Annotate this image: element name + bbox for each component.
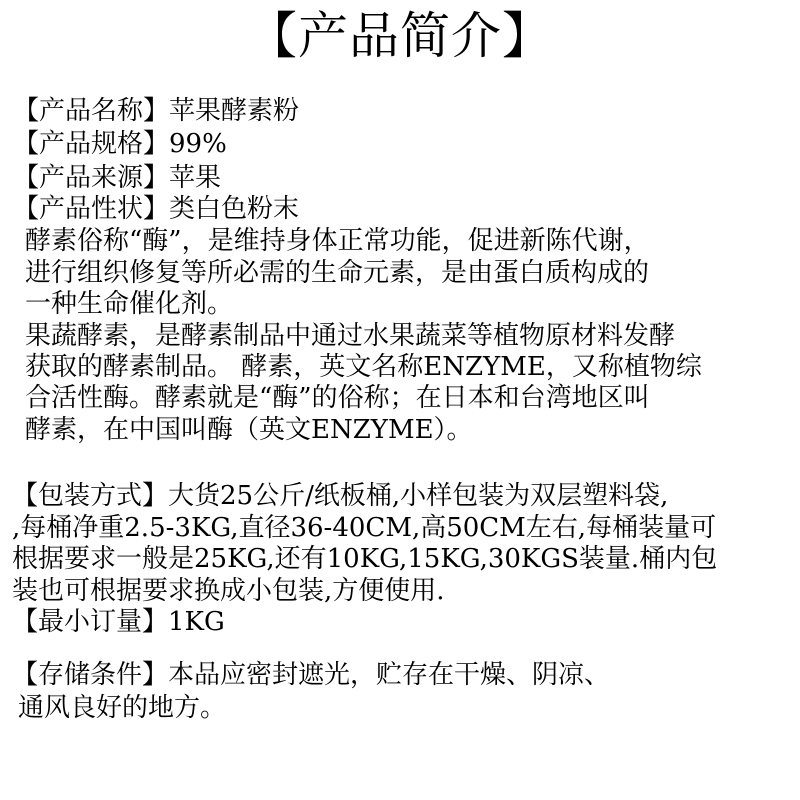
description-line: 酵素，在中国叫酶（英文ENZYME）。 [25, 415, 473, 445]
product-appearance: 【产品性状】类白色粉末 [13, 194, 300, 224]
min-order-quantity: 【最小订量】1KG [12, 607, 225, 637]
description-line: 果蔬酵素，是酵素制品中通过水果蔬菜等植物原材料发酵 [25, 321, 676, 351]
description-line: 一种生命催化剂。 [25, 289, 234, 319]
product-name: 【产品名称】苹果酵素粉 [13, 96, 300, 126]
packaging-line: 装也可根据要求换成小包装,方便使用. [12, 576, 445, 606]
packaging-line: 【包装方式】大货25公斤/纸板桶,小样包装为双层塑料袋, [12, 481, 669, 511]
description-line: 合活性酶。酵素就是“酶”的俗称；在日本和台湾地区叫 [25, 383, 650, 413]
page-title: 【产品简介】 [247, 7, 553, 65]
product-spec: 【产品规格】99% [13, 129, 227, 159]
packaging-line: 根据要求一般是25KG,还有10KG,15KG,30KGS装量.桶内包 [12, 544, 718, 574]
packaging-line: ,每桶净重2.5-3KG,直径36-40CM,高50CM左右,每桶装量可 [12, 513, 717, 543]
storage-line: 【存储条件】本品应密封遮光，贮存在干燥、阴凉、 [12, 660, 611, 690]
description-line: 获取的酵素制品。 酵素，英文名称ENZYME，又称植物综 [25, 352, 702, 382]
product-source: 【产品来源】苹果 [13, 163, 222, 193]
description-line: 进行组织修复等所必需的生命元素，是由蛋白质构成的 [25, 258, 650, 288]
description-line: 酵素俗称“酶”，是维持身体正常功能，促进新陈代谢， [25, 226, 650, 256]
storage-line: 通风良好的地方。 [18, 693, 227, 723]
